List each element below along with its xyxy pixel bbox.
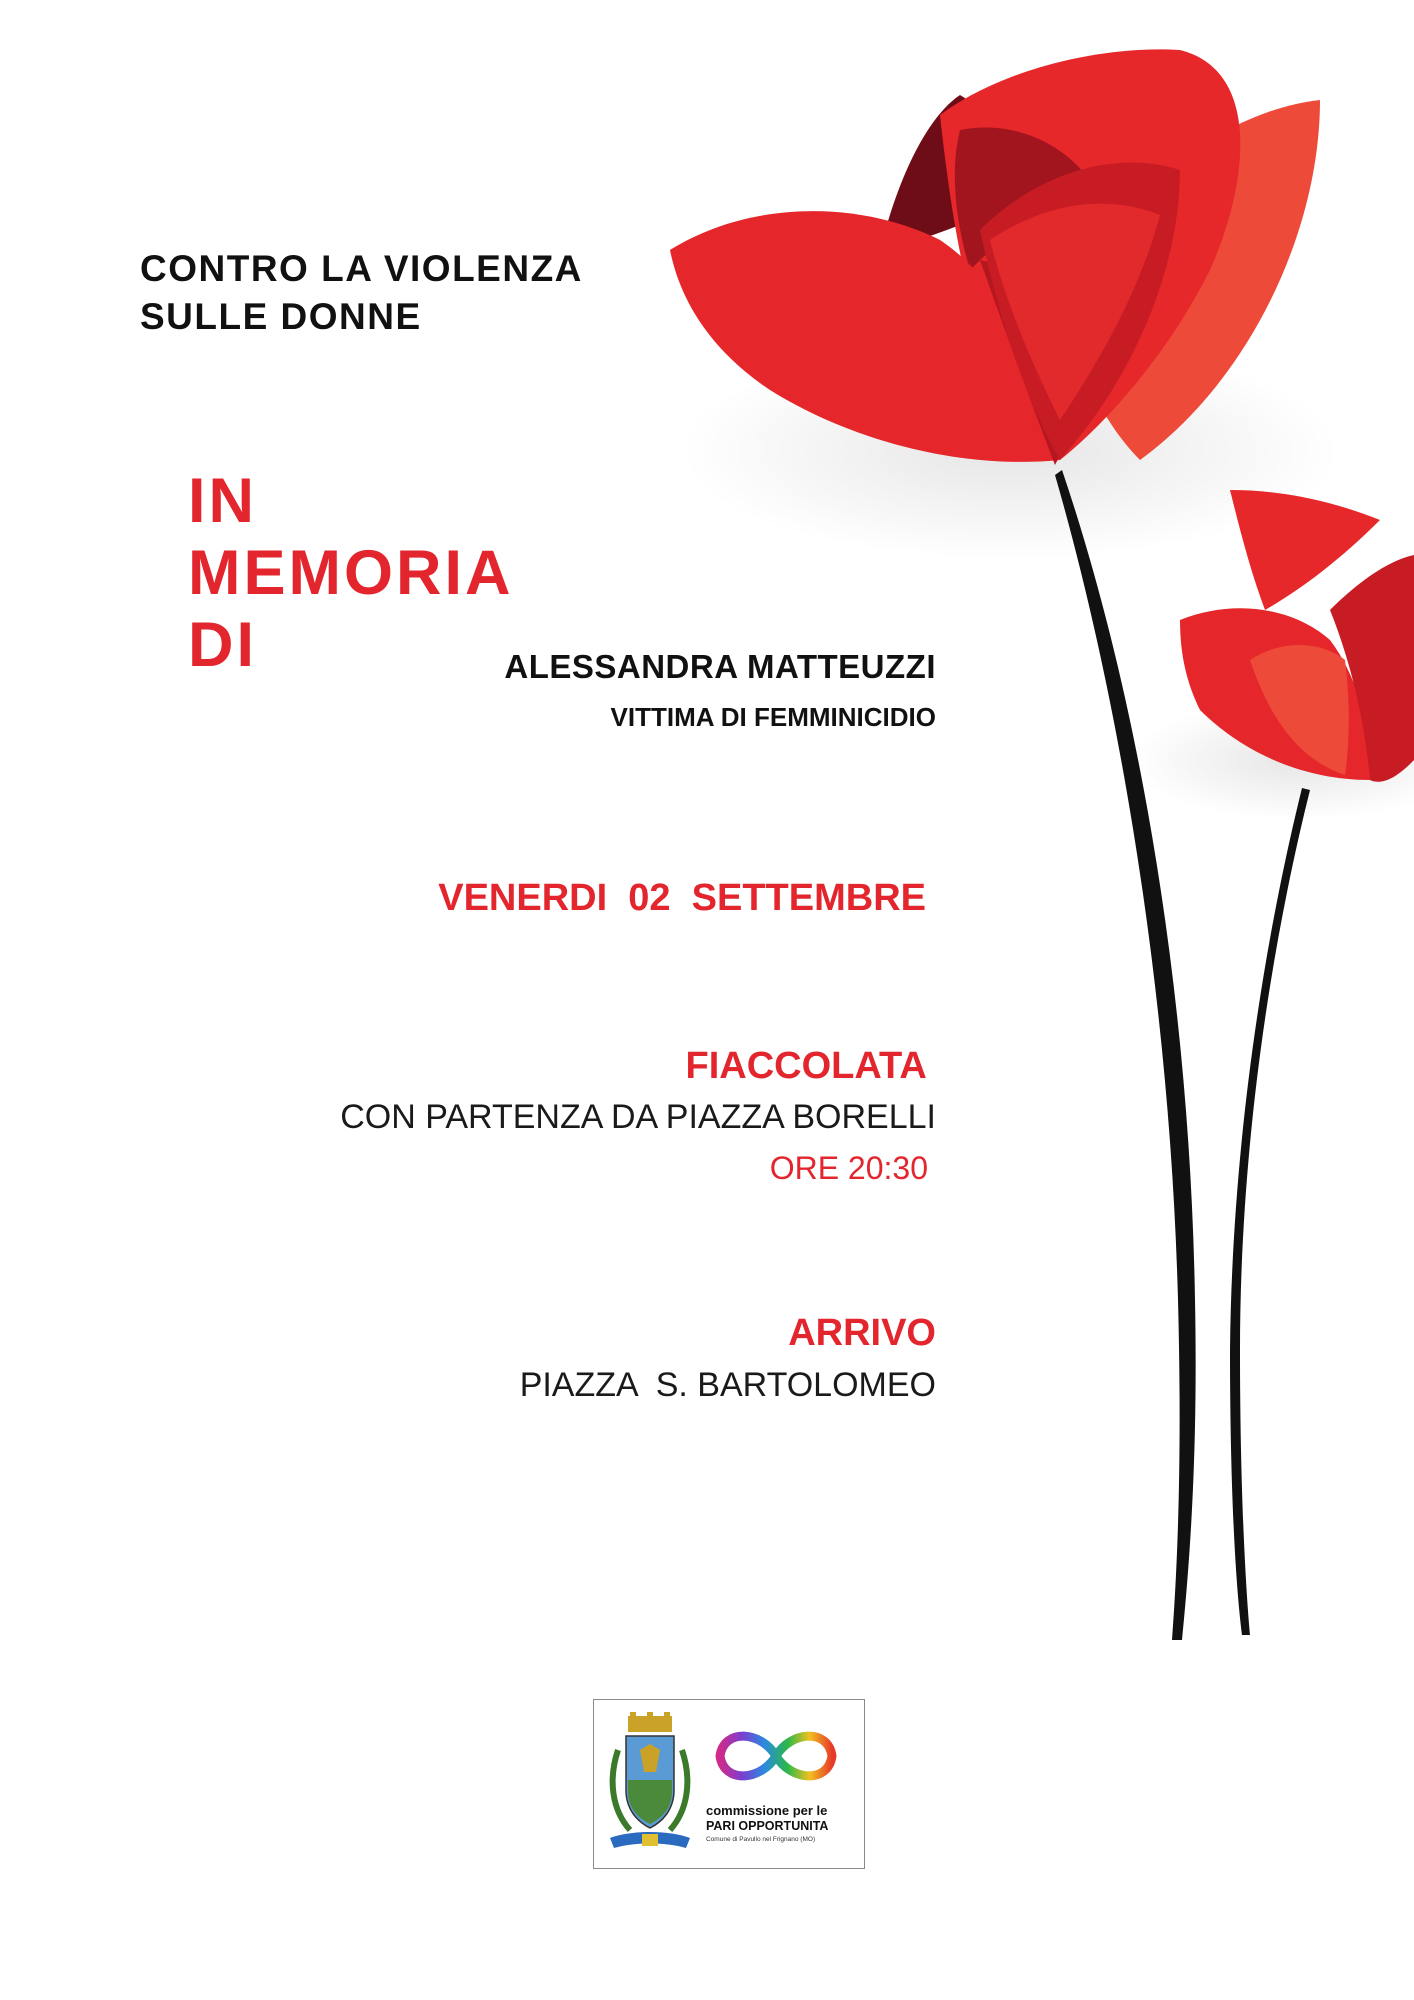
tagline-line-1: CONTRO LA VIOLENZA [140, 248, 583, 289]
event-start-location: CON PARTENZA DA PIAZZA BORELLI [340, 1098, 936, 1136]
victim-name: ALESSANDRA MATTEUZZI [504, 648, 936, 685]
event-title: FIACCOLATA [685, 1045, 936, 1087]
tagline [140, 245, 700, 341]
logo-text-comune: Comune di Pavullo nel Frignano (MO) [706, 1836, 816, 1843]
organizer-logo [593, 1699, 865, 1869]
small-tulip-stem [1230, 788, 1310, 1635]
event-date: VENERDI 02 SETTEMBRE [438, 877, 926, 919]
arrival-label: ARRIVO [788, 1312, 936, 1354]
memoria-line-3: DI [188, 610, 257, 680]
victim-description: VITTIMA DI FEMMINICIDIO [610, 702, 936, 732]
memoria-line-1: IN [188, 466, 257, 536]
event-time: ORE 20:30 [769, 1150, 928, 1186]
municipal-coat-of-arms-icon [600, 1710, 700, 1858]
arrival-place: PIAZZA S. BARTOLOMEO [519, 1366, 936, 1404]
memoria-line-2: MEMORIA [188, 538, 514, 608]
tulip-illustration [640, 0, 1414, 1660]
in-memoria-heading [188, 465, 513, 681]
infinity-icon [706, 1716, 846, 1796]
tagline-line-2: SULLE DONNE [140, 296, 422, 337]
logo-text-pari-opportunita: PARI OPPORTUNITA [706, 1819, 829, 1833]
logo-text-commission: commissione per le [706, 1803, 828, 1818]
large-tulip-stem [1055, 470, 1196, 1640]
